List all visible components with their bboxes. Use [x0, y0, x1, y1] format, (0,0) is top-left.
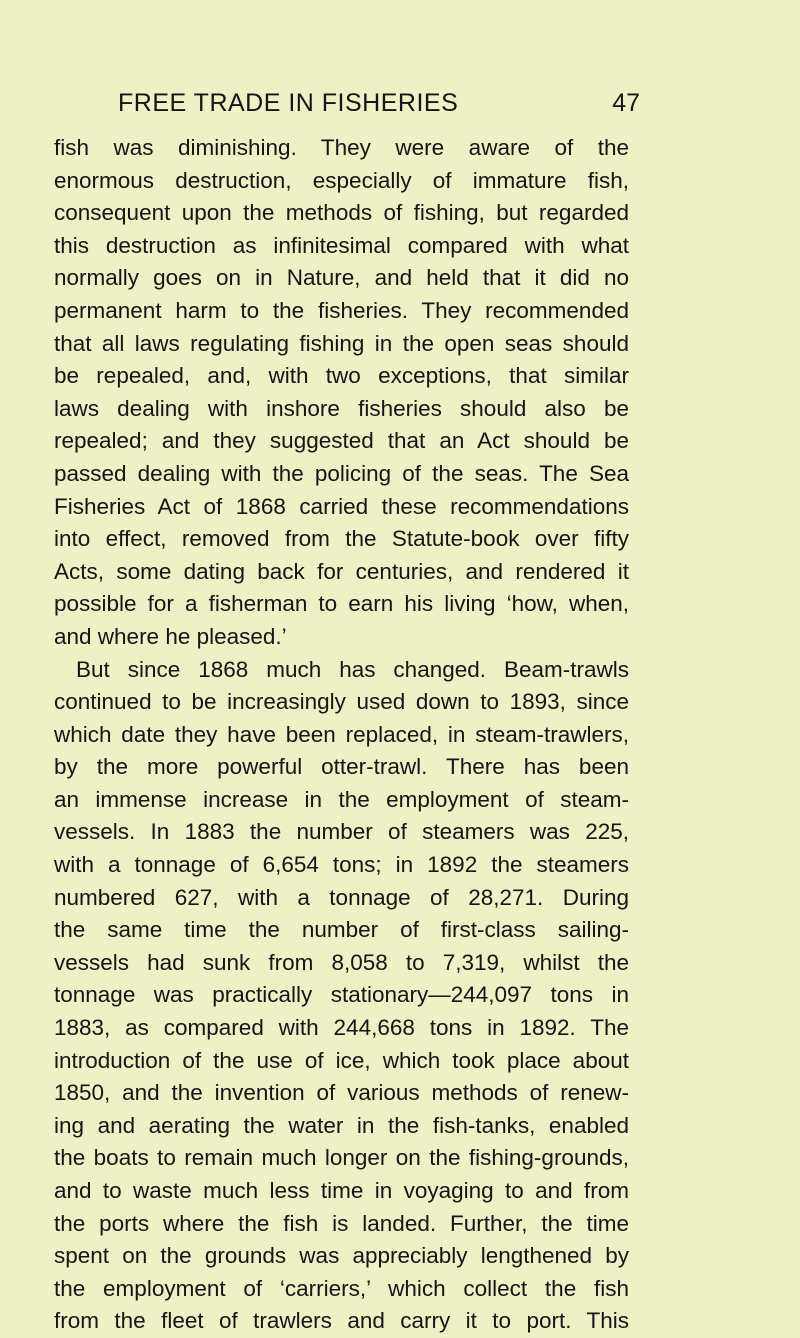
- page-number: 47: [612, 89, 640, 117]
- running-head: [118, 86, 640, 120]
- text-line: which date they have been replaced, in steam-trawlers,: [54, 721, 629, 747]
- text-line: Acts, some dating back for centuries, and rendered it: [54, 558, 629, 584]
- text-line: enormous destruction, especially of immature fish,: [54, 167, 629, 193]
- text-line: vessels had sunk from 8,058 to 7,319, whilst the: [54, 949, 629, 975]
- text-line: consequent upon the methods of fishing, but regarded: [54, 200, 629, 226]
- text-line: that all laws regulating fishing in the open seas should: [54, 330, 629, 356]
- text-line: laws dealing with inshore fisheries should also be: [54, 395, 629, 421]
- text-line: Fisheries Act of 1868 carried these recommendations: [54, 493, 629, 519]
- text-line: an immense increase in the employment of steam-: [54, 786, 629, 812]
- paragraph-start-line: But since 1868 much has changed. Beam-trawls: [76, 656, 629, 682]
- text-line: by the more powerful otter-trawl. There has been: [54, 754, 629, 780]
- text-line: normally goes on in Nature, and held that it did no: [54, 265, 629, 291]
- text-line: the same time the number of first-class sailing-: [54, 917, 629, 943]
- text-line: possible for a fisherman to earn his living ‘how, when,: [54, 591, 629, 617]
- text-line: and to waste much less time in voyaging to and from: [54, 1178, 629, 1203]
- text-line: tonnage was practically stationary—244,097 tons in: [54, 982, 629, 1008]
- text-line: into effect, removed from the Statute-book over fifty: [54, 526, 629, 552]
- body-text: [54, 132, 629, 1338]
- text-line: introduction of the use of ice, which took place about: [54, 1047, 629, 1073]
- text-line: fish was diminishing. They were aware of the: [54, 135, 629, 160]
- text-line: ing and aerating the water in the fish-tanks, enabled: [54, 1112, 629, 1138]
- text-line: 1883, as compared with 244,668 tons in 1892. The: [54, 1015, 629, 1041]
- text-line: spent on the grounds was appreciably lengthened by: [54, 1243, 629, 1269]
- text-line: 1850, and the invention of various methods of renew-: [54, 1080, 629, 1106]
- paragraph-end-line: and where he pleased.’: [54, 623, 287, 649]
- text-line: vessels. In 1883 the number of steamers was 225,: [54, 819, 629, 845]
- text-line: continued to be increasingly used down to 1893, since: [54, 689, 629, 715]
- text-line: the employment of ‘carriers,’ which collect the fish: [54, 1275, 629, 1301]
- text-line: with a tonnage of 6,654 tons; in 1892 the steamers: [54, 852, 629, 878]
- text-line: this destruction as infinitesimal compared with what: [54, 232, 629, 258]
- text-line: the ports where the fish is landed. Further, the time: [54, 1210, 629, 1236]
- running-head-title: FREE TRADE IN FISHERIES: [118, 89, 459, 117]
- text-line: repealed; and they suggested that an Act should be: [54, 428, 629, 454]
- text-line: from the fleet of trawlers and carry it to port. This: [54, 1308, 629, 1334]
- text-line: passed dealing with the policing of the seas. The Sea: [54, 460, 629, 486]
- text-line: be repealed, and, with two exceptions, that similar: [54, 363, 629, 389]
- text-line: numbered 627, with a tonnage of 28,271. During: [54, 884, 629, 910]
- text-line: the boats to remain much longer on the fishing-grounds,: [54, 1145, 629, 1171]
- text-line: permanent harm to the fisheries. They recommended: [54, 297, 629, 323]
